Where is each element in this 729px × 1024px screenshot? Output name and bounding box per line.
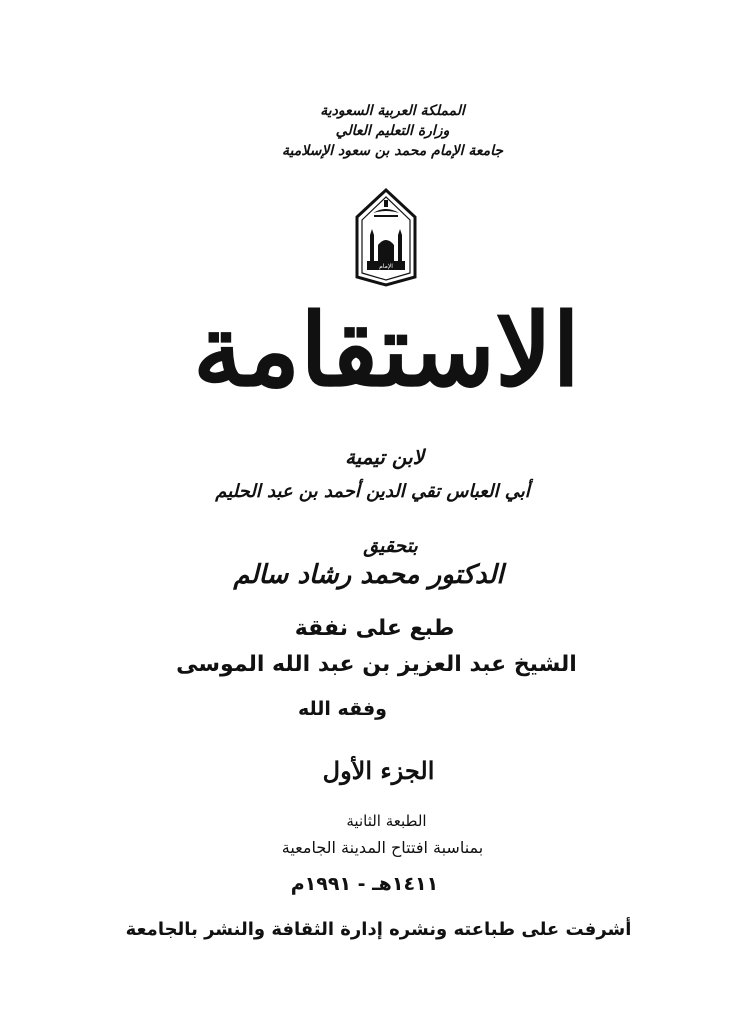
emblem-text: الإمام <box>379 263 393 270</box>
author-full-name: أبي العباس تقي الدين أحمد بن عبد الحليم <box>215 481 530 502</box>
funding-label: طبع على نفقة <box>294 616 455 641</box>
header-country: المملكة العربية السعودية <box>320 103 465 119</box>
edition-occasion: بمناسبة افتتاح المدينة الجامعية <box>281 838 484 857</box>
editor-name: الدكتور محمد رشاد سالم <box>233 560 504 590</box>
tahqiq-label: بتحقيق <box>363 535 418 557</box>
header-ministry: وزارة التعليم العالي <box>335 123 450 139</box>
sponsor-name: الشيخ عبد العزيز بن عبد الله الموسى <box>176 652 577 677</box>
volume-label: الجزء الأول <box>322 756 435 785</box>
book-title: الاستقامة <box>192 291 580 409</box>
publication-date: ١٤١١هـ - ١٩٩١م <box>290 873 439 895</box>
publisher-note: أشرفت على طباعته ونشره إدارة الثقافة والنشر بالجامعة <box>125 919 632 940</box>
header-university: جامعة الإمام محمد بن سعود الإسلامية <box>281 143 504 159</box>
edition-label: الطبعة الثانية <box>346 812 427 830</box>
sponsor-blessing: وفقه الله <box>298 698 387 720</box>
author-short-name: لابن تيمية <box>344 445 425 469</box>
university-emblem-icon <box>353 187 419 287</box>
